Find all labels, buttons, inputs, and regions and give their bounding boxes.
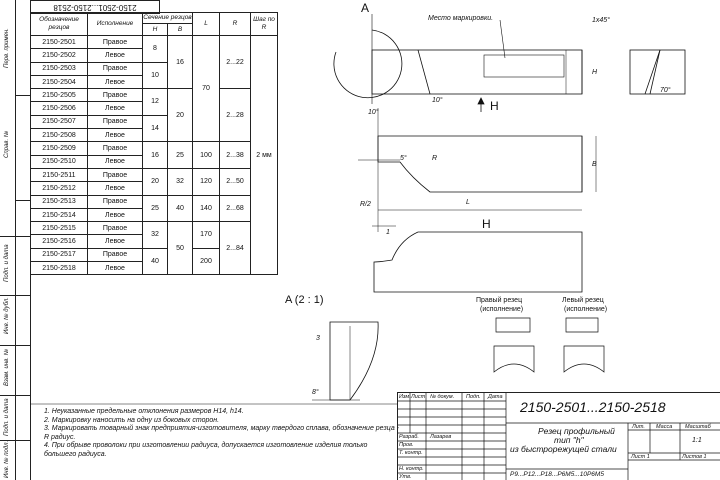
tb-lit-header: Лит. (632, 424, 645, 430)
cell-l: 170 (193, 222, 220, 249)
section-h-label: H (482, 217, 491, 231)
note-3: 3. Маркировать товарный знак предприятия-изготовителя, марку твердого сплава, обозначение резца - R радиус. (44, 425, 399, 441)
left-cutter-sub: (исполнение) (564, 306, 608, 313)
cell-b: 50 (168, 222, 193, 275)
note-2: 2. Маркировку наносить на одну из боковых сторон. (44, 416, 220, 424)
cell-code: 2150-2507 (31, 115, 88, 128)
cell-b: 16 (168, 36, 193, 89)
tb-sign: Подп. (466, 394, 481, 400)
cell-r: 2...68 (220, 195, 251, 222)
cell-code: 2150-2505 (31, 89, 88, 102)
angle-70-label: 70° (660, 87, 671, 94)
section-h-view (374, 232, 582, 292)
cell-b: 20 (168, 89, 193, 142)
cell-b: 40 (168, 195, 193, 222)
cell-version: Левое (88, 208, 143, 221)
cell-version: Левое (88, 235, 143, 248)
cell-code: 2150-2501 (31, 36, 88, 49)
cell-version: Правое (88, 62, 143, 75)
cell-h: 10 (143, 62, 168, 89)
chamfer-label: 1x45° (592, 17, 610, 24)
side-label-first-use: Перв. примен. (4, 28, 10, 68)
angle-10-label: 10° (432, 97, 443, 104)
cell-l: 100 (193, 142, 220, 169)
stamp-code: 2150-2501...2150-2518 (30, 0, 160, 14)
cell-h: 32 (143, 222, 168, 249)
dim-h-label: H (592, 69, 598, 76)
tb-prov: Пров. (399, 442, 414, 448)
cell-r: 2...28 (220, 89, 251, 142)
tb-izm: Изм. (399, 394, 411, 400)
cell-h: 14 (143, 115, 168, 142)
cell-h: 40 (143, 248, 168, 275)
tb-sheets: Листов 1 (682, 454, 707, 460)
tb-name-line1: Резец профильный (538, 426, 615, 436)
tb-name-line2: тип "h" (554, 435, 584, 445)
cell-b: 25 (168, 142, 193, 169)
col-h: H (143, 24, 168, 36)
cell-version: Правое (88, 222, 143, 235)
tb-sheet: Лист 1 (631, 454, 650, 460)
note-1: 1. Неуказанные предельные отклонения размеров H14, h14. (44, 408, 244, 415)
cell-code: 2150-2508 (31, 129, 88, 142)
cell-version: Левое (88, 75, 143, 88)
cutter-top-view (372, 50, 582, 94)
cell-l: 70 (193, 36, 220, 142)
side-label-ref-no: Справ. № (4, 130, 10, 158)
cell-version: Левое (88, 155, 143, 168)
cell-version: Левое (88, 262, 143, 275)
dim-3-label: 3 (316, 335, 320, 342)
col-r: R (220, 13, 251, 36)
tb-razrab-name: Лазарев (430, 434, 452, 440)
cell-code: 2150-2510 (31, 155, 88, 168)
col-section: Сечение резцов (143, 13, 193, 24)
cell-h: 20 (143, 168, 168, 195)
side-label-sign-date: Подп. и дата (4, 244, 10, 282)
cell-version: Правое (88, 142, 143, 155)
angle-8-label: 8° (312, 389, 319, 396)
left-cutter-title: Левый резец (562, 297, 604, 304)
cell-h: 8 (143, 36, 168, 63)
col-b: B (168, 24, 193, 36)
tb-date: Дата (488, 394, 503, 400)
dim-l-label: L (466, 199, 470, 206)
cell-code: 2150-2513 (31, 195, 88, 208)
technical-notes (44, 408, 399, 460)
tb-scale-header: Масштаб (685, 424, 711, 430)
tb-doc-no: № докум. (430, 394, 455, 400)
cutter-side-view (378, 136, 582, 192)
cell-code: 2150-2516 (31, 235, 88, 248)
cell-code: 2150-2503 (31, 62, 88, 75)
col-pitch: Шаг по R (251, 13, 278, 36)
tb-code: 2150-2501...2150-2518 (520, 399, 666, 415)
cell-h: 16 (143, 142, 168, 169)
detail-a (330, 322, 378, 400)
view-a-circle (334, 30, 402, 98)
dim-r-label: R (432, 155, 438, 162)
cell-r: 2...50 (220, 168, 251, 195)
cell-r: 2...38 (220, 142, 251, 169)
right-cutter-title: Правый резец (476, 297, 523, 304)
cell-version: Левое (88, 182, 143, 195)
col-designation: Обозначение резцов (31, 13, 88, 36)
side-label-orig-inv: Инв. № подл. (4, 440, 10, 478)
tb-mass-header: Масса (656, 424, 673, 430)
side-label-sign-date-2: Подп. и дата (4, 398, 10, 436)
title-block (397, 392, 720, 480)
side-label-replace-inv: Взам. инв. № (4, 348, 10, 386)
angle-10b-label: 10° (368, 109, 379, 116)
cell-code: 2150-2517 (31, 248, 88, 261)
cell-code: 2150-2502 (31, 49, 88, 62)
cell-code: 2150-2504 (31, 75, 88, 88)
tb-razrab: Разраб. (399, 434, 419, 440)
right-cutter-sub: (исполнение) (480, 306, 524, 313)
cell-code: 2150-2506 (31, 102, 88, 115)
angle-5-label: 5° (400, 155, 407, 162)
cell-pitch: 2 мм (251, 36, 278, 275)
tb-tkontr: Т. контр. (399, 450, 423, 456)
cell-h: 25 (143, 195, 168, 222)
col-l: L (193, 13, 220, 36)
cell-version: Левое (88, 129, 143, 142)
tb-scale: 1:1 (692, 437, 702, 444)
note-4: 4. При обрыве проволоки при изготовлении радиуса, допускается изготовление изделия только большего радиуса. (44, 442, 368, 458)
cell-version: Правое (88, 195, 143, 208)
cell-l: 140 (193, 195, 220, 222)
cell-h: 12 (143, 89, 168, 116)
cell-r: 2...22 (220, 36, 251, 89)
cell-b: 32 (168, 168, 193, 195)
cell-code: 2150-2518 (31, 262, 88, 275)
detail-a-scale-label: A (2 : 1) (285, 294, 324, 306)
side-label-dup-inv: Инв. № дубл. (4, 297, 10, 334)
dim-r2-label: R/2 (360, 201, 371, 208)
tb-name-line3: из быстрорежущей стали (510, 444, 617, 454)
section-h-arrow-label: H (490, 99, 499, 113)
cell-version: Правое (88, 168, 143, 181)
tb-nkontr: Н. контр. (399, 466, 424, 472)
cell-l: 120 (193, 168, 220, 195)
cell-version: Левое (88, 102, 143, 115)
cell-version: Правое (88, 89, 143, 102)
cell-code: 2150-2511 (31, 168, 88, 181)
col-version: Исполнение (88, 13, 143, 36)
cell-r: 2...84 (220, 222, 251, 275)
cell-version: Правое (88, 115, 143, 128)
cell-l: 200 (193, 248, 220, 275)
tb-utv: Утв. (399, 474, 412, 480)
tb-list: Лист (411, 394, 426, 400)
cell-version: Правое (88, 36, 143, 49)
dim-b-label: B (592, 161, 597, 168)
cell-version: Правое (88, 248, 143, 261)
marking-place-label: Место маркировки. (428, 15, 494, 22)
cell-code: 2150-2512 (31, 182, 88, 195)
view-a-label: A (361, 1, 370, 15)
tb-material: Р9...Р12...Р18...Р6М5...10Р6М5 (510, 471, 604, 478)
cell-code: 2150-2509 (31, 142, 88, 155)
cell-version: Левое (88, 49, 143, 62)
cell-code: 2150-2515 (31, 222, 88, 235)
cell-code: 2150-2514 (31, 208, 88, 221)
dim-1-label: 1 (386, 229, 390, 236)
